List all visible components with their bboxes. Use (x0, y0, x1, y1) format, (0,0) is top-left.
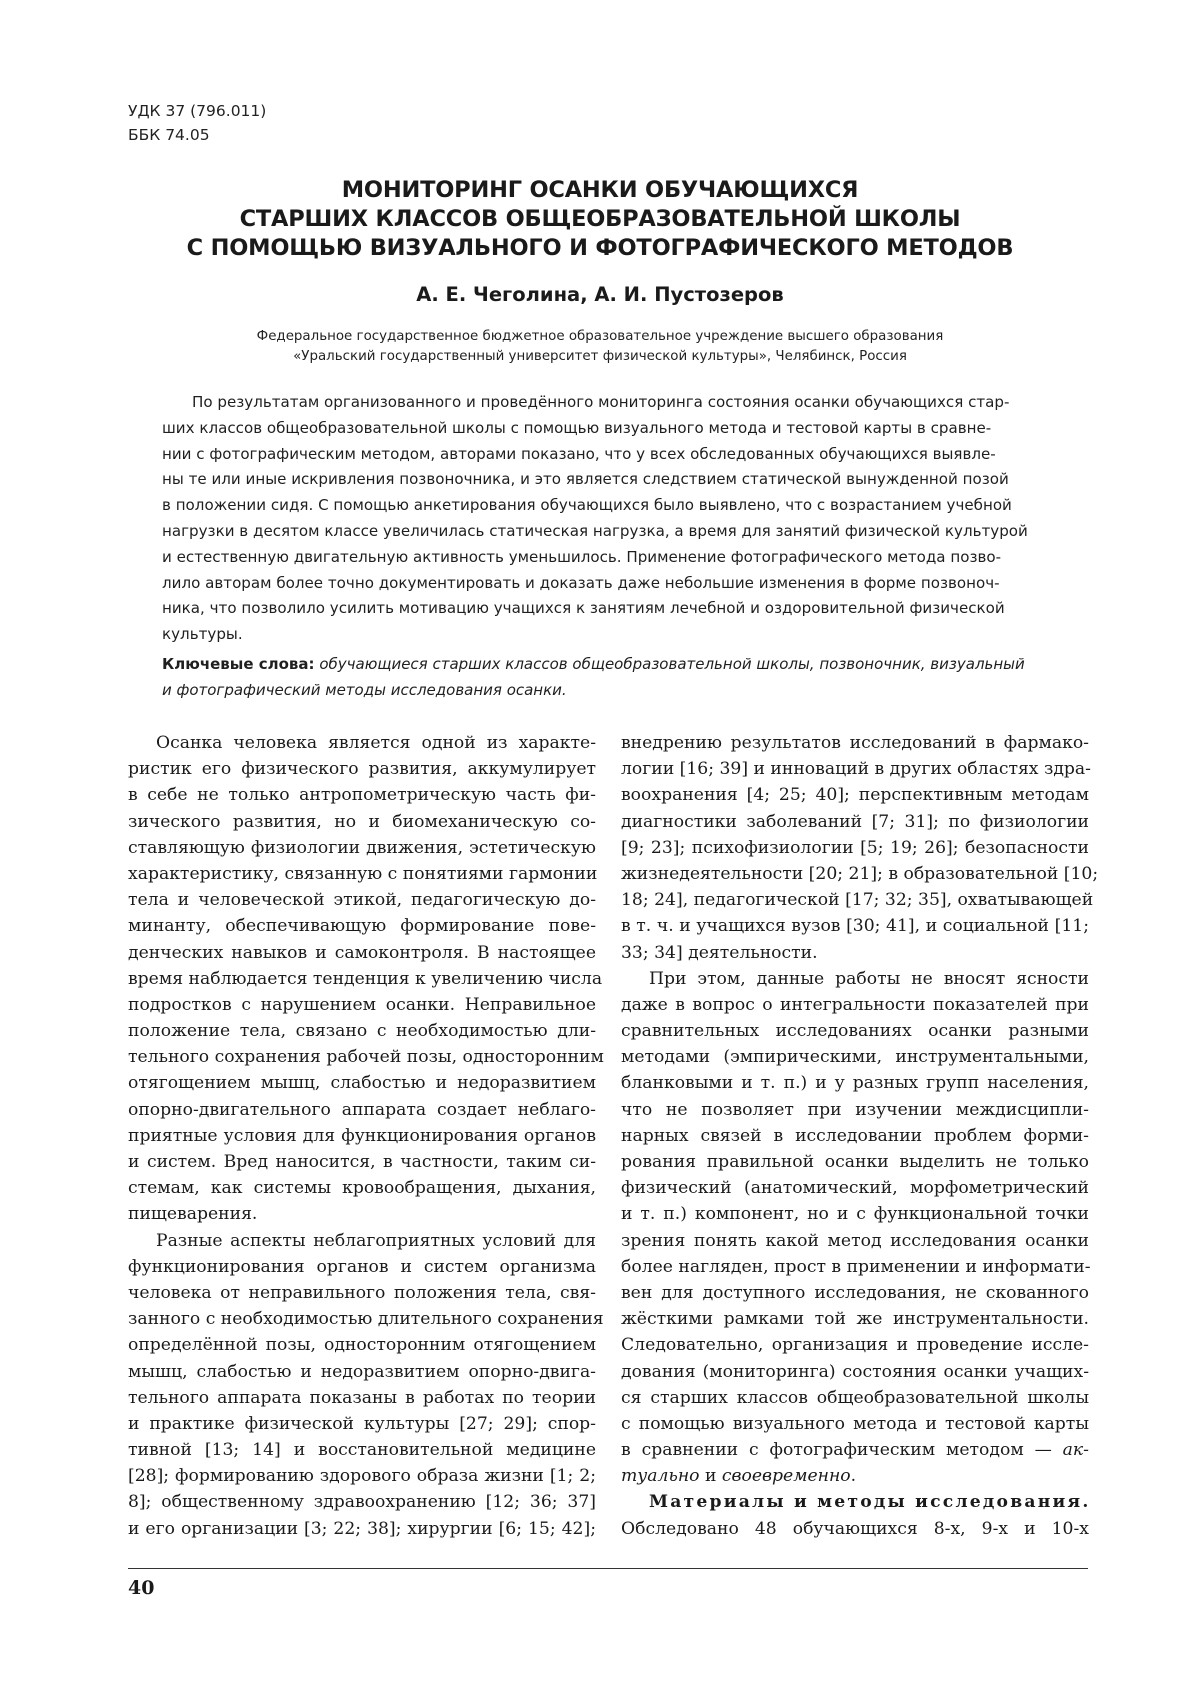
body-line: 18; 24], педагогической [17; 32; 35], охватывающей (621, 890, 1094, 911)
body-line: с помощью визуального метода и тестовой карты (621, 1413, 1089, 1434)
body-line: сравнительных исследованиях осанки разными (621, 1021, 1089, 1042)
bbk-code: ББК 74.05 (128, 126, 210, 144)
title-line: СТАРШИХ КЛАССОВ ОБЩЕОБРАЗОВАТЕЛЬНОЙ ШКОЛЫ (239, 206, 961, 232)
body-line: зического развития, но и биомеханическую со- (128, 811, 596, 832)
abstract-line: в положении сидя. С помощью анкетирования обучающихся было выявлено, что с возрастанием учебной (162, 496, 1012, 515)
body-italic-text: ак- (1062, 1440, 1089, 1461)
body-line: приятные условия для функционирования органов (128, 1125, 596, 1146)
body-line: логии [16; 39] и инноваций в других областях здра- (621, 759, 1091, 780)
classification-codes (128, 99, 266, 147)
body-line: зрения понять какой метод исследования осанки (621, 1230, 1089, 1251)
body-line: стемам, как системы кровообращения, дыхания, (128, 1178, 596, 1199)
body-left-column (128, 730, 604, 1542)
body-line: тельного аппарата показаны в работах по теории (128, 1387, 596, 1408)
body-text: и (699, 1466, 722, 1487)
body-line: минанту, обеспечивающую формирование пове- (128, 916, 596, 937)
body-line: отягощением мышц, слабостью и недоразвитием (128, 1073, 596, 1094)
body-line: бланковыми и т. п.) и у разных групп населения, (621, 1073, 1089, 1094)
body-line: дования (мониторинга) состояния осанки учащих- (621, 1361, 1089, 1382)
body-line: При этом, данные работы не вносят ясности (649, 968, 1089, 989)
body-line: и т. п.) компонент, но и с функциональной точки (621, 1204, 1089, 1225)
article-title (90, 176, 1110, 263)
abstract-line: и естественную двигательную активность уменьшилось. Применение фотографического метода позво- (162, 547, 1002, 566)
keywords (162, 651, 1060, 703)
body-line: тивной [13; 14] и восстановительной медицине (128, 1440, 596, 1461)
body-italic-text: своевременно (721, 1466, 851, 1487)
body-line: Разные аспекты неблагоприятных условий для (156, 1230, 596, 1251)
affiliation (90, 327, 1110, 367)
abstract-line: нагрузки в десятом классе увеличилась статическая нагрузка, а время для занятий физической культурой (162, 521, 1028, 540)
body-line: воохранения [4; 25; 40]; перспективным методам (621, 785, 1089, 806)
body-text: . (850, 1466, 857, 1487)
body-line (621, 1463, 1089, 1489)
abstract-line: ших классов общеобразовательной школы с помощью визуального метода и тестовой карты в сравне- (162, 418, 992, 437)
body-line: жизнедеятельности [20; 21]; в образовательной [10; (621, 863, 1099, 884)
body-right-column (621, 730, 1099, 1542)
footer-rule (128, 1568, 1088, 1569)
body-line: тельного сохранения рабочей позы, односторонним (128, 1047, 604, 1068)
body-line: функционирования органов и систем организма (128, 1256, 596, 1277)
body-line: денческих навыков и самоконтроля. В настоящее (128, 942, 596, 963)
body-line: [9; 23]; психофизиологии [5; 19; 26]; безопасности (621, 837, 1089, 858)
body-italic-text: туально (621, 1466, 700, 1487)
affiliation-line: «Уральский государственный университет физической культуры», Челябинск, Россия (293, 349, 907, 364)
abstract-line: По результатам организованного и проведённого мониторинга состояния осанки обучающихся стар- (192, 393, 1010, 411)
body-line: ристик его физического развития, аккумулирует (128, 759, 596, 780)
body-line: положение тела, связано с необходимостью дли- (128, 1021, 596, 1042)
keywords-text: обучающиеся старших классов общеобразовательной школы, позвоночник, визуальный (314, 655, 1025, 673)
body-text: в сравнении с фотографическим методом — (621, 1440, 1063, 1461)
abstract-line: культуры. (162, 625, 243, 644)
body-line (621, 1437, 1089, 1463)
body-line: время наблюдается тенденция к увеличению числа (128, 968, 603, 989)
abstract-line: ны те или иные искривления позвоночника, и это является следствием статической вынужденной позой (162, 470, 1009, 489)
body-line: мышц, слабостью и недоразвитием опорно-двига- (128, 1361, 596, 1382)
body-line: физический (анатомический, морфометрический (621, 1178, 1089, 1199)
title-line: МОНИТОРИНГ ОСАНКИ ОБУЧАЮЩИХСЯ (341, 177, 859, 203)
affiliation-line: Федеральное государственное бюджетное образовательное учреждение высшего образования (256, 329, 944, 344)
keywords-text: и фотографический методы исследования осанки. (162, 681, 567, 699)
abstract (162, 390, 1060, 648)
body-line: Осанка человека является одной из характе- (156, 733, 596, 753)
body-line: рования правильной осанки выделить не только (621, 1152, 1089, 1172)
body-line: человека от неправильного положения тела, свя- (128, 1282, 596, 1303)
section-heading-text: Материалы и методы исследования. (649, 1492, 1091, 1513)
body-line: нарных связей в исследовании проблем форми- (621, 1125, 1089, 1146)
body-line: и практике физической культуры [27; 29]; спор- (128, 1413, 596, 1434)
article-authors: А. Е. Чеголина, А. И. Пустозеров (416, 283, 784, 306)
body-line: жёсткими рамками той же инструментальности. (621, 1309, 1089, 1330)
udc-code: УДК 37 (796.011) (128, 102, 267, 120)
abstract-line: ника, что позволило усилить мотивацию учащихся к занятиям лечебной и оздоровительной физической (162, 599, 1005, 618)
abstract-line: нии с фотографическим методом, авторами показано, что у всех обследованных обучающихся выявле- (162, 444, 996, 463)
body-line: и систем. Вред наносится, в частности, таким си- (128, 1152, 596, 1172)
body-line: [28]; формированию здорового образа жизни [1; 2; (128, 1466, 596, 1487)
body-line: Обследовано 48 обучающихся 8-х, 9-х и 10-х (621, 1518, 1089, 1539)
body-line: подростков с нарушением осанки. Неправильное (128, 994, 596, 1015)
abstract-line: лило авторам более точно документировать и доказать даже небольшие изменения в форме позвоноч- (162, 573, 1000, 592)
body-line: тела и человеческой этикой, педагогическую до- (128, 890, 596, 911)
body-line: характеристику, связанную с понятиями гармонии (128, 863, 598, 884)
body-line: опорно-двигательного аппарата создает неблаго- (128, 1099, 596, 1120)
body-line: пищеварения. (128, 1204, 258, 1225)
body-line: в себе не только антропометрическую часть фи- (128, 785, 596, 806)
title-line: С ПОМОЩЬЮ ВИЗУАЛЬНОГО И ФОТОГРАФИЧЕСКОГО МЕТОДОВ (186, 235, 1014, 261)
body-line: ставляющую физиологии движения, эстетическую (128, 837, 596, 858)
body-line: Следовательно, организация и проведение иссле- (621, 1335, 1089, 1356)
body-line: 33; 34] деятельности. (621, 942, 818, 963)
body-line: и его организации [3; 22; 38]; хирургии [6; 15; 42]; (128, 1518, 596, 1539)
body-line: 8]; общественному здравоохранению [12; 36; 37] (128, 1492, 596, 1513)
body-line: вен для доступного исследования, не скованного (621, 1282, 1089, 1303)
body-line: что не позволяет при изучении междисципли- (621, 1099, 1089, 1120)
body-line: более нагляден, прост в применении и информати- (621, 1256, 1091, 1277)
body-line: методами (эмпирическими, инструментальными, (621, 1047, 1089, 1068)
body-line: ся старших классов общеобразовательной школы (621, 1387, 1089, 1408)
body-line: в т. ч. и учащихся вузов [30; 41], и социальной [11; (621, 916, 1089, 937)
body-line: даже в вопрос о интегральности показателей при (621, 994, 1089, 1015)
body-line: внедрению результатов исследований в фармако- (621, 733, 1089, 753)
body-line: занного с необходимостью длительного сохранения (128, 1309, 604, 1330)
body-line: диагностики заболеваний [7; 31]; по физиологии (621, 811, 1089, 832)
page-number: 40 (128, 1577, 155, 1599)
body-line: определённой позы, односторонним отягощением (128, 1335, 596, 1356)
keywords-label: Ключевые слова: (162, 655, 315, 673)
section-heading (621, 1489, 1089, 1515)
